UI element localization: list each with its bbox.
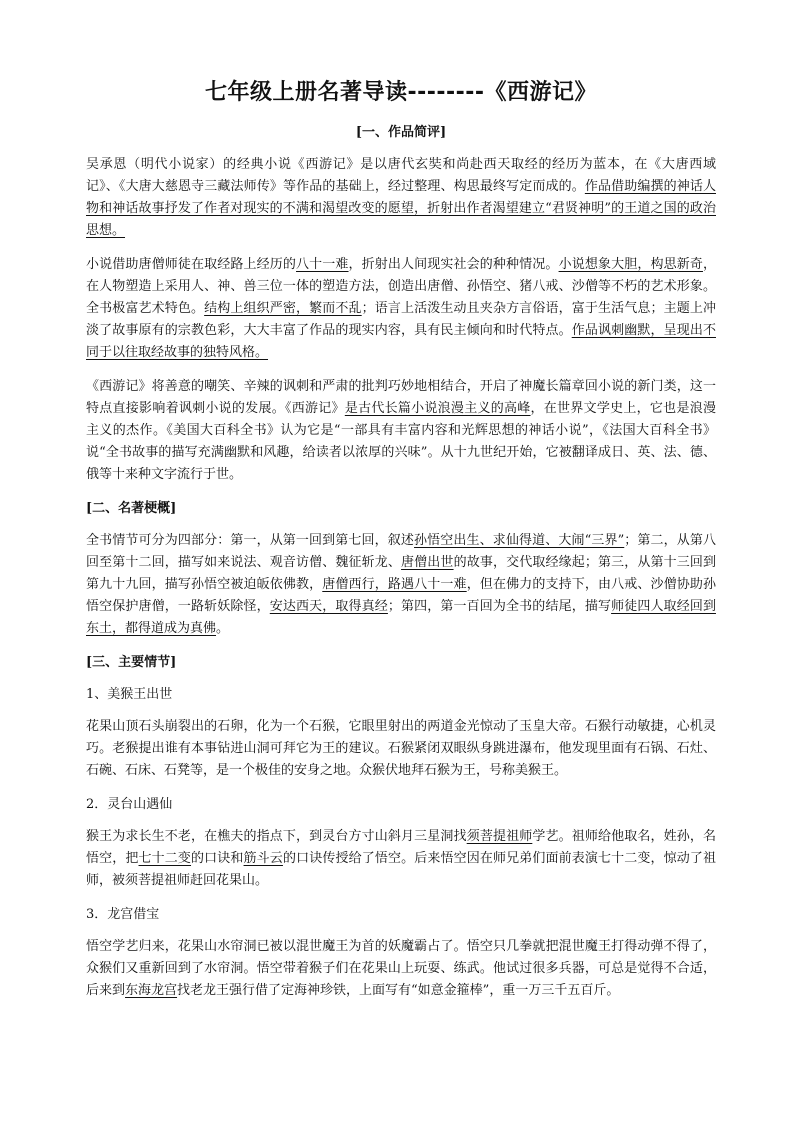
underlined-text: 小说想象大胆，构思新奇 [558, 257, 703, 272]
paragraph-art-features [86, 254, 716, 364]
underlined-text: 七十二变 [138, 851, 192, 866]
text-span: ；第二，从第八回至第十二回，描写如来说法、观音访僧、魏征斩龙、 [86, 533, 716, 570]
text-span: 悟空学艺归来，花果山水帘洞已被以混世魔王为首的妖魔霸占了。悟空只几拳就把混世魔王打得动弹不得了，众猴们又重新回到了水帘洞。悟空带着猴子们在花果山上玩耍、练武。他试过很多兵器，可总是觉得不合适，后来到 [86, 939, 716, 998]
text-span: 学艺。祖师给他取名，姓孙，名悟空，把 [86, 829, 716, 866]
text-span: ，折射出人间现实社会的种种情况。 [348, 257, 559, 272]
subsection-title: 2．灵台山遇仙 [86, 797, 173, 812]
paragraph-summary [86, 530, 716, 640]
text-span: 的口诀传授给了悟空。后来悟空因在师兄弟们面前表演七十二变，惊动了祖师，被须菩提祖师赶回花果山。 [86, 851, 716, 888]
document-title: 七年级上册名著导读--------《西游记》 [204, 80, 598, 105]
underlined-text: 东海龙宫 [125, 983, 178, 998]
section-heading-summary: [二、名著梗概] [86, 501, 177, 516]
underlined-text: 安达西天，取得真经 [269, 599, 388, 614]
text-span: 《西游记》将善意的嘲笑、辛辣的讽刺和严肃的批判巧妙地相结合，开启了神魔长篇章回小说的新门类，这一特点直接影响着讽刺小说的发展。《西游记》 [86, 379, 716, 416]
text-span: ，在世界文学史上，它也是浪漫主义的杰作。《美国大百科全书》认为它是“一部具有丰富内容和光辉思想的神话小说”，《法国大百科全书》说“全书故事的描写充满幽默和风趣，给读者以浓厚的兴味”。从十九世纪开始，它被翻译成日、英、法、德、俄等十来种文字流行于世。 [86, 401, 716, 482]
text-span: ；语言上活泼生动且夹杂方言俗语，富于生活气息；主题上冲淡了故事原有的宗教色彩，大大丰富了作品的现实内容，具有民主倾向和时代特点。 [86, 301, 716, 338]
paragraph-plot-3 [86, 936, 716, 1002]
text-span: 。 [216, 621, 230, 636]
underlined-text: 结构上组织严密，繁而不乱 [204, 301, 362, 316]
underlined-text: 师徒四人取经回到东土，都得道成为真佛 [86, 599, 716, 636]
paragraph-influence [86, 376, 716, 486]
paragraph-intro [86, 154, 716, 242]
underlined-text: 作品讽刺幽默，呈现出不同于以往取经故事的独特风格。 [86, 323, 716, 360]
paragraph-plot-2 [86, 826, 716, 892]
text-span: 的口诀和 [191, 851, 244, 866]
underlined-text: 孙悟空出生、求仙得道、大闹“三界” [414, 533, 625, 548]
paragraph-plot-1: 花果山顶石头崩裂出的石卵，化为一个石猴，它眼里射出的两道金光惊动了玉皇大帝。石猴行动敏捷，心机灵巧。老猴提出谁有本事钻进山洞可拜它为王的建议。石猴紧闭双眼纵身跳进瀑布，他发现里面有石锅、石灶、石碗、石床、石凳等，是一个极佳的安身之地。众猴伏地拜石猴为王，号称美猴王。 [86, 719, 716, 778]
text-span: 吴承恩（明代小说家）的经典小说《西游记》是以唐代玄奘和尚赴西天取经的经历为蓝本，在《大唐西域记》、《大唐大慈恩寺三藏法师传》等作品的基础上，经过整理、构思最终写定而成的。 [86, 157, 716, 194]
underlined-text: 筋斗云 [243, 851, 283, 866]
text-span: ，在人物塑造上采用人、神、兽三位一体的塑造方法，创造出唐僧、孙悟空、猪八戒、沙僧等不朽的艺术形象。全书极富艺术特色。 [86, 257, 716, 316]
text-span: ，但在佛力的支持下，由八戒、沙僧协助孙悟空保护唐僧，一路斩妖除怪， [86, 577, 716, 614]
section-heading-review: [一、作品简评] [355, 125, 447, 140]
text-span: 找老龙王强行借了定海神珍铁，上面写有“如意金箍棒”，重一万三千五百斤。 [177, 983, 620, 998]
text-span: 小说借助唐僧师徒在取经路上经历的 [86, 257, 297, 272]
section-heading-plots: [三、主要情节] [86, 655, 177, 670]
underlined-text: 八十一难 [296, 257, 349, 272]
underlined-text: 唐僧西行，路遇八十一难 [322, 577, 467, 592]
underlined-text: 作品借助编撰的神话人物和神话故事抒发了作者对现实的不满和渴望改变的愿望，折射出作者渴望建立“君贤神明”的王道之国的政治思想。 [86, 179, 716, 238]
text-span: 全书情节可分为四部分：第一，从第一回到第七回，叙述 [86, 533, 415, 548]
subsection-title: 3．龙宫借宝 [86, 907, 160, 922]
underlined-text: 是古代长篇小说浪漫主义的高峰 [344, 401, 531, 416]
text-span: 猴王为求长生不老，在樵夫的指点下，到灵台方寸山斜月三星洞找 [86, 829, 467, 844]
subsection-title: 1、美猴王出世 [86, 687, 173, 702]
underlined-text: 唐僧出世 [401, 555, 454, 570]
text-span: 的故事，交代取经缘起；第三，从第十三回到第九十九回，描写孙悟空被迫皈依佛教， [86, 555, 716, 592]
text-span: ；第四，第一百回为全书的结尾，描写 [387, 599, 612, 614]
underlined-text: 须菩提祖师 [466, 829, 533, 844]
